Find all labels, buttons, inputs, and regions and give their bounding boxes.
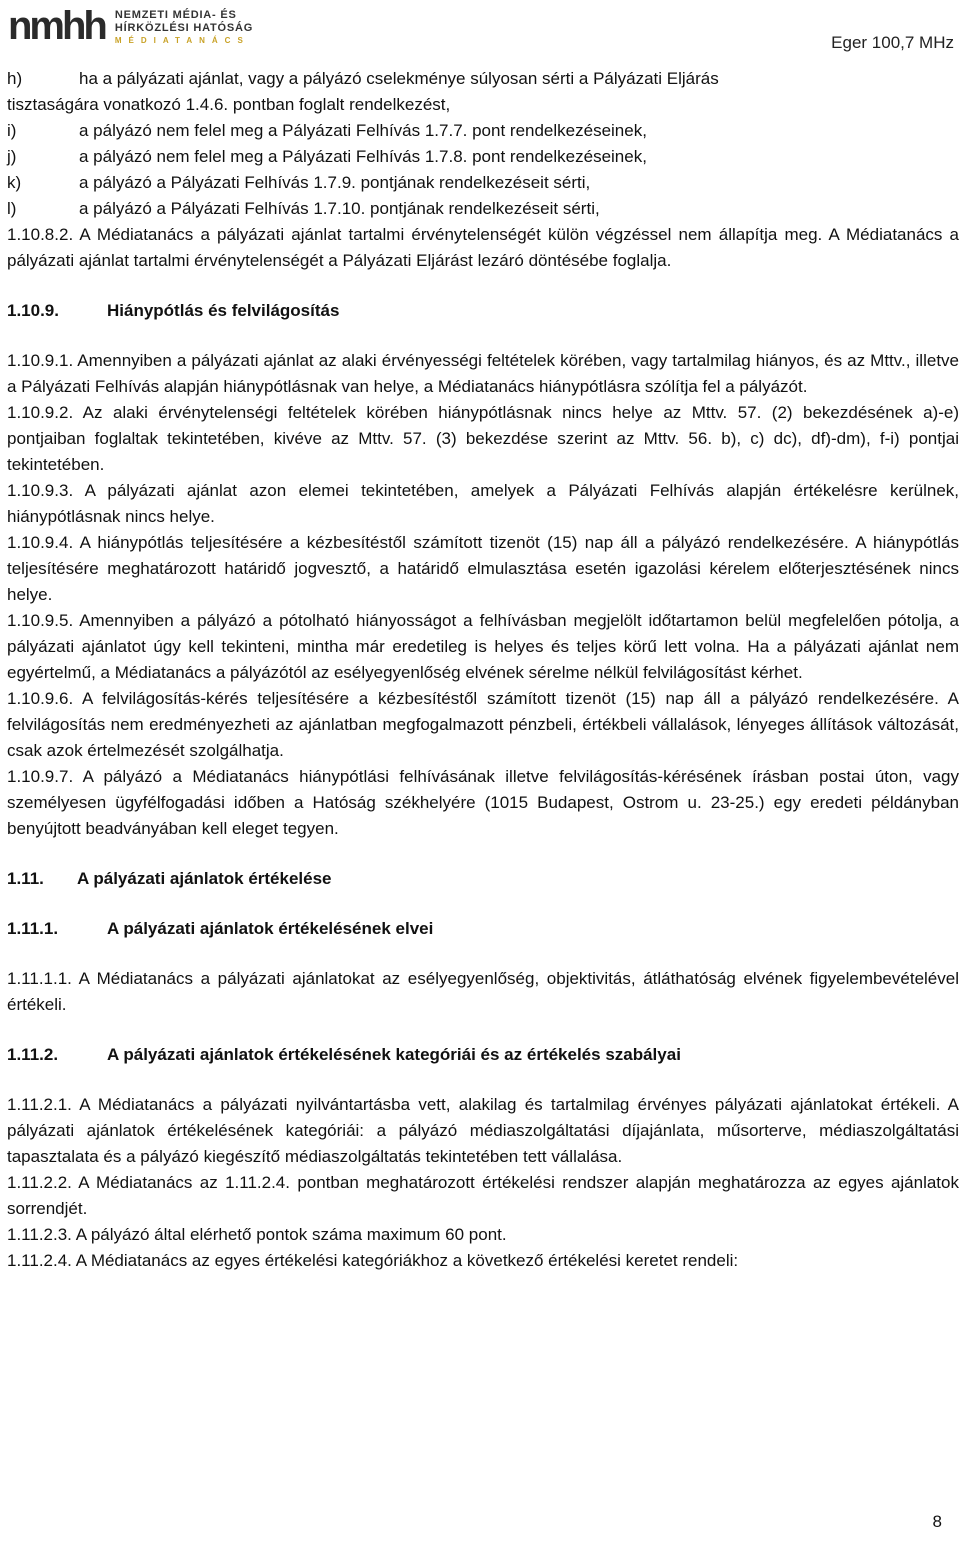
logo-line-3: MÉDIATANÁCS — [114, 35, 250, 45]
logo-text — [115, 9, 253, 46]
paragraph-1-10-9-1: 1.10.9.1. Amennyiben a pályázati ajánlat az alaki érvényességi feltételek körében, vagy tartalmilag hiányos, és az Mttv., illetve a Pályázati Felhívás alapján hiánypótlásnak van helye, a Médiatanács hiánypótlásra szólítja fel a pályázót. — [7, 351, 959, 396]
section-title: Hiánypótlás és felvilágosítás — [107, 301, 340, 320]
list-item — [7, 196, 959, 222]
section-heading-1-11-2 — [7, 1042, 959, 1068]
list-item-label: h) — [7, 69, 23, 88]
paragraph-1-11-1-1: 1.11.1.1. A Médiatanács a pályázati ajánlatokat az esélyegyenlőség, objektivitás, átláthatóság elvének figyelembevételével értékeli. — [7, 969, 959, 1014]
list-item-text: a pályázó a Pályázati Felhívás 1.7.9. pontjának rendelkezéseit sérti, — [79, 173, 591, 192]
list-item-text: a pályázó nem felel meg a Pályázati Felhívás 1.7.7. pont rendelkezéseinek, — [79, 121, 647, 140]
page-header — [0, 0, 960, 58]
section-heading-1-11-1 — [7, 916, 959, 942]
list-item-text: ha a pályázati ajánlat, vagy a pályázó cselekménye súlyosan sérti a Pályázati Eljárás — [79, 69, 719, 88]
paragraph-1-10-9-6: 1.10.9.6. A felvilágosítás-kérés teljesítésére a kézbesítéstől számított tizenöt (15) nap áll a pályázó rendelkezésére. A felvilágosítás nem eredményezheti az ajánlatban megfogalmazott pénzbeli, értékbeli vállalások, lényeges állítások változását, csak azok értelmezését szolgálhatja. — [7, 689, 959, 760]
section-number: 1.11.1. — [7, 919, 59, 938]
list-item — [7, 170, 959, 196]
list-item-label: l) — [7, 199, 17, 218]
paragraph-1-10-8-2: 1.10.8.2. A Médiatanács a pályázati ajánlat tartalmi érvénytelenségét külön végzéssel nem állapítja meg. A Médiatanács a pályázati ajánlat tartalmi érvénytelenségét a Pályázati Eljárást lezáró döntésébe foglalja. — [7, 225, 959, 270]
nmhh-logo — [8, 4, 253, 48]
list-item-text: tisztaságára vonatkozó 1.4.6. pontban foglalt rendelkezést, — [7, 95, 451, 114]
section-number: 1.10.9. — [7, 301, 59, 320]
document-body — [7, 66, 959, 1274]
section-heading-1-10-9 — [7, 298, 959, 324]
paragraph-1-10-9-3: 1.10.9.3. A pályázati ajánlat azon elemei tekintetében, amelyek a Pályázati Felhívás alapján értékelésre kerülnek, hiánypótlásnak nincs helye. — [7, 481, 959, 526]
logo-line-1: NEMZETI MÉDIA- ÉS — [114, 8, 237, 21]
list-item-continuation — [7, 92, 959, 118]
logo-line-2: HÍRKÖZLÉSI HATÓSÁG — [114, 21, 254, 34]
section-number: 1.11.2. — [7, 1045, 59, 1064]
list-item-text: a pályázó nem felel meg a Pályázati Felhívás 1.7.8. pont rendelkezéseinek, — [79, 147, 647, 166]
paragraph-1-10-9-5: 1.10.9.5. Amennyiben a pályázó a pótolható hiányosságot a felhívásban megjelölt időtartamon belül megfelelően pótolja, a pályázati ajánlatot úgy kell tekinteni, mintha már eredetileg is helyes és teljes körű lett volna. Ha a pályázati ajánlat nem egyértelmű, a Médiatanács a pályázótól az esélyegyenlőség elvének sérelme nélkül felvilágosítást kérhet. — [7, 611, 959, 682]
list-item-label: j) — [7, 147, 17, 166]
section-number: 1.11. — [7, 869, 44, 888]
list-item-label: i) — [7, 121, 17, 140]
list-item — [7, 66, 959, 92]
list-item — [7, 144, 959, 170]
list-item — [7, 118, 959, 144]
list-item-text: a pályázó a Pályázati Felhívás 1.7.10. pontjának rendelkezéseit sérti, — [79, 199, 600, 218]
paragraph-1-11-2-1: 1.11.2.1. A Médiatanács a pályázati nyilvántartásba vett, alakilag és tartalmilag érvényes pályázati ajánlatokat értékeli. A pályázati ajánlatok értékelésének kategóriái: a pályázó médiaszolgáltatási díjajánlata, műsorterve, médiaszolgáltatási tapasztalata és a pályázó kiegészítő médiaszolgáltatás tekintetében tett vállalása. — [7, 1095, 959, 1166]
list-item-label: k) — [7, 173, 22, 192]
section-title: A pályázati ajánlatok értékelése — [77, 869, 332, 888]
paragraph-1-11-2-3: 1.11.2.3. A pályázó által elérhető pontok száma maximum 60 pont. — [7, 1225, 507, 1244]
paragraph-1-11-2-4: 1.11.2.4. A Médiatanács az egyes értékelési kategóriákhoz a következő értékelési keretet rendeli: — [7, 1251, 739, 1270]
section-title: A pályázati ajánlatok értékelésének kategóriái és az értékelés szabályai — [107, 1045, 681, 1064]
frequency-label: Eger 100,7 MHz — [831, 33, 954, 52]
section-title: A pályázati ajánlatok értékelésének elvei — [107, 919, 434, 938]
section-heading-1-11 — [7, 866, 959, 892]
paragraph-1-10-9-7: 1.10.9.7. A pályázó a Médiatanács hiánypótlási felhívásának illetve felvilágosítás-kérésének írásban postai úton, vagy személyesen ügyfélfogadási időben a Hatóság székhelyére (1015 Budapest, Ostrom u. 23-25.) egy eredeti példányban benyújtott beadványában kell eleget tegyen. — [7, 767, 959, 838]
page-number: 8 — [932, 1512, 942, 1531]
logo-mark: nmhh — [8, 4, 105, 48]
paragraph-1-10-9-4: 1.10.9.4. A hiánypótlás teljesítésére a kézbesítéstől számított tizenöt (15) nap áll a pályázó rendelkezésére. A hiánypótlás teljesítésére meghatározott határidő jogvesztő, a határidő elmulasztása esetén igazolási kérelem előterjesztésének nincs helye. — [7, 533, 959, 604]
paragraph-1-11-2-2: 1.11.2.2. A Médiatanács az 1.11.2.4. pontban meghatározott értékelési rendszer alapján meghatározza az egyes ajánlatok sorrendjét. — [7, 1173, 959, 1218]
paragraph-1-10-9-2: 1.10.9.2. Az alaki érvénytelenségi feltételek körében hiánypótlásnak nincs helye az Mttv. 57. (2) bekezdésének a)-e) pontjaiban foglaltak tekintetében, kivéve az Mttv. 57. (3) bekezdése szerint az Mttv. 56. b), c) dc), df)-dm), f-i) pontjai tekintetében. — [7, 403, 959, 474]
